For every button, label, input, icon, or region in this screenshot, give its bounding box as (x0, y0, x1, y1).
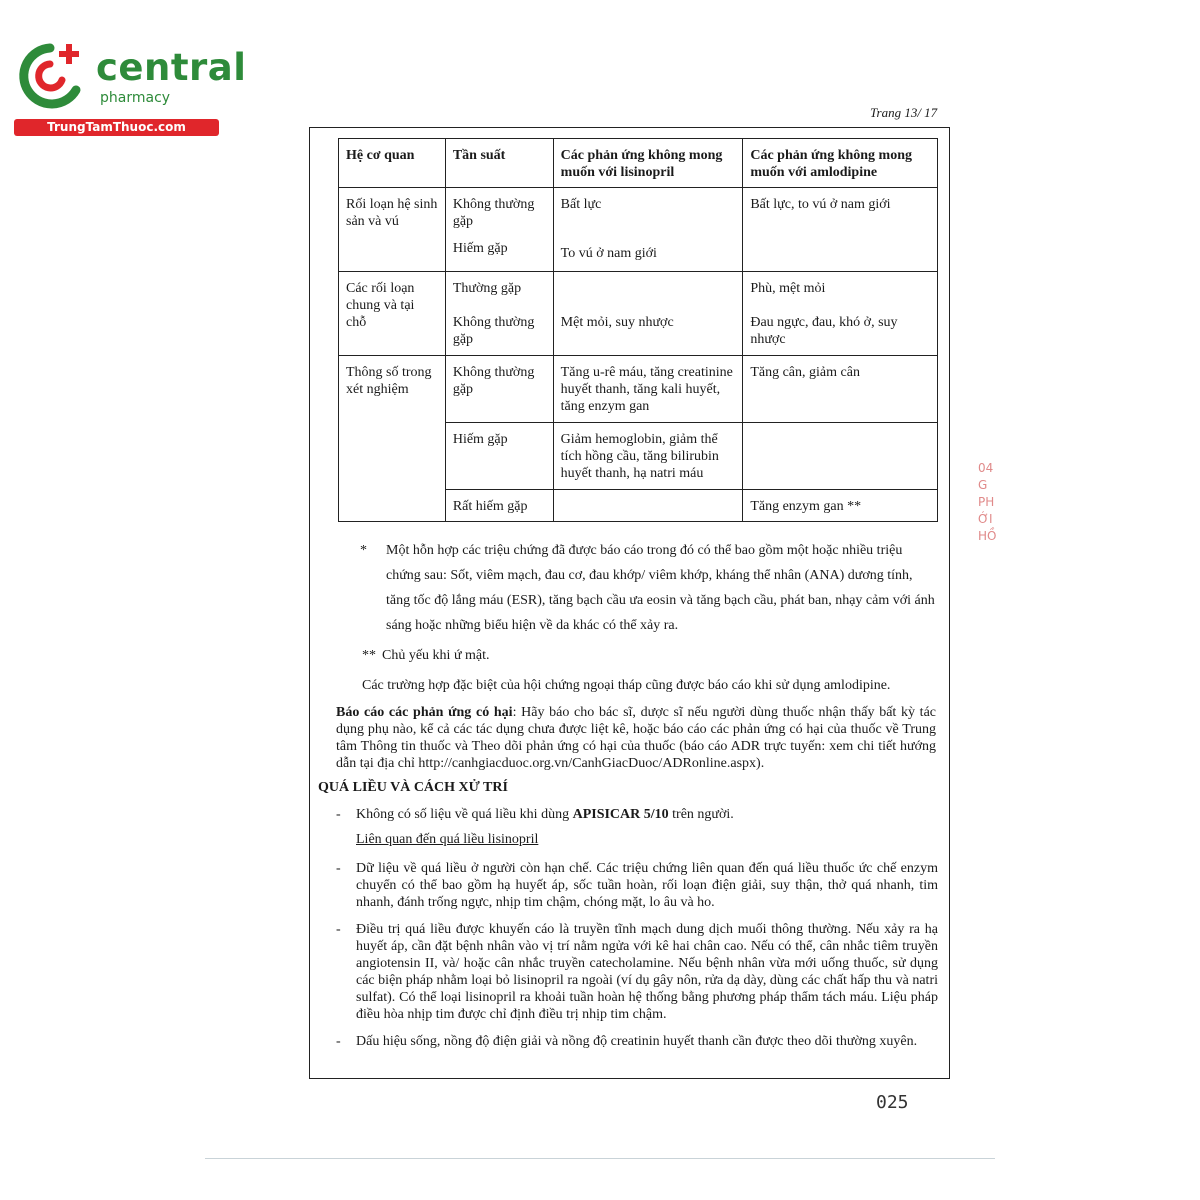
table-row (339, 272, 938, 356)
header-lisinopril: Các phản ứng không mong muốn với lisinopril (553, 139, 743, 188)
notes-section (336, 538, 936, 772)
central-pharmacy-logo (10, 38, 247, 138)
cell-lisinopril: Mệt mỏi, suy nhược (553, 272, 743, 356)
cell-lisinopril: Giảm hemoglobin, giảm thể tích hồng cầu, tăng bilirubin huyết thanh, hạ natri máu (553, 423, 743, 490)
cell-lisinopril-empty (553, 490, 743, 522)
overdose-list (336, 806, 938, 1060)
bullet-dash: - (336, 807, 341, 822)
cell-organ-system: Các rối loạn chung và tại chỗ (339, 272, 446, 356)
list-item: - Không có số liệu về quá liều khi dùng APISICAR 5/10 trên người. (336, 807, 734, 822)
list-item: - Điều trị quá liều được khuyến cáo là truyền tĩnh mạch dung dịch muối thông thường. Nếu xảy ra hạ huyết áp, cần đặt bệnh nhân vào vị trí nằm ngửa với kê hai chân cao. Nếu có thể, cân nhắc tiêm truyền angiotensin II, và/ hoặc cân nhắc truyền catecholamine. Nếu bệnh nhân vừa mới uống thuốc, sử dụng các biện pháp nhằm loại bỏ lisinopril ra ngoài (ví dụ gây nôn, rửa dạ dày, dùng các chất hấp thu và natri sulfat). Có thể loại lisinopril ra khoải tuần hoàn hệ thống bằng phương pháp thẩm tách máu. Liệu pháp điều hòa nhịp tim được chỉ định điều trị nhịp tim chậm. (336, 922, 938, 1022)
cell-lisinopril: Bất lực To vú ở nam giới (553, 188, 743, 272)
header-amlodipine: Các phản ứng không mong muốn với amlodipine (743, 139, 938, 188)
footnote-text: Một hỗn hợp các triệu chứng đã được báo cáo trong đó có thể bao gồm một hoặc nhiều triệu chứng sau: Sốt, viêm mạch, đau cơ, đau khớp/ viêm khớp, kháng thể nhân (ANA) dương tính, tăng tốc độ lắng máu (ESR), tăng bạch cầu ưa eosin và tăng bạch cầu, phát ban, nhạy cảm với ánh sáng hoặc những biểu hiện về da khác có thể xảy ra. (386, 543, 935, 633)
extrapyramidal-note: Các trường hợp đặc biệt của hội chứng ngoại tháp cũng được báo cáo khi sử dụng amlodipine. (362, 678, 891, 693)
adr-report-paragraph (336, 704, 936, 772)
cell-frequency: Rất hiếm gặp (445, 490, 553, 522)
cell-organ-system-empty (339, 423, 446, 490)
adr-report-label: Báo cáo các phản ứng có hại (336, 705, 513, 720)
footnote-marker: ** (362, 648, 376, 663)
bullet-dash: - (336, 1034, 341, 1049)
cell-frequency: Hiếm gặp (445, 423, 553, 490)
logo-url-banner: TrungTamThuoc.com (14, 119, 219, 136)
cell-frequency: Không thường gặp Hiếm gặp (445, 188, 553, 272)
cell-amlodipine: Tăng cân, giảm cân (743, 356, 938, 423)
list-item: - Dữ liệu về quá liều ở người còn hạn chế. Các triệu chứng liên quan đến quá liều thuốc ức chế enzym chuyển có thể bao gồm hạ huyết áp, sốc tuần hoàn, rối loạn điện giải, suy thận, thở quá nhanh, tim nhanh, đánh trống ngực, nhịp tim chậm, chóng mặt, lo âu và ho. (336, 861, 938, 910)
cell-organ-system-empty (339, 490, 446, 522)
table-row (339, 356, 938, 423)
overdose-section-title: QUÁ LIỀU VÀ CÁCH XỬ TRÍ (318, 780, 508, 795)
cell-organ-system: Rối loạn hệ sinh sản và vú (339, 188, 446, 272)
cell-amlodipine: Phù, mệt mỏi Đau ngực, đau, khó ở, suy nhược (743, 272, 938, 356)
cell-frequency: Không thường gặp (445, 356, 553, 423)
list-item: - Dấu hiệu sống, nồng độ điện giải và nồng độ creatinin huyết thanh cần được theo dõi thường xuyên. (336, 1034, 918, 1049)
cell-amlodipine-empty (743, 423, 938, 490)
table-row (339, 423, 938, 490)
table-row (339, 188, 938, 272)
lisinopril-overdose-subheading: Liên quan đến quá liều lisinopril (356, 832, 539, 847)
cell-lisinopril: Tăng u-rê máu, tăng creatinine huyết thanh, tăng kali huyết, tăng enzym gan (553, 356, 743, 423)
footnote-double-star (336, 646, 936, 666)
cell-amlodipine: Tăng enzym gan ** (743, 490, 938, 522)
product-name: APISICAR 5/10 (572, 807, 669, 822)
cell-amlodipine: Bất lực, to vú ở nam giới (743, 188, 938, 272)
bullet-dash: - (336, 861, 341, 876)
handwritten-page-number: 025 (876, 1092, 909, 1113)
cell-frequency: Thường gặp Không thường gặp (445, 272, 553, 356)
table-header-row (339, 139, 938, 188)
cell-organ-system: Thông số trong xét nghiệm (339, 356, 446, 423)
logo-brand-name: central (96, 46, 247, 89)
adverse-reactions-table (338, 138, 938, 522)
pharmacy-logo-mark-icon (10, 38, 90, 118)
adr-report-text: : Hãy báo cho bác sĩ, dược sĩ nếu người dùng thuốc nhận thấy bất kỳ tác dụng phụ nào, kể cả các tác dụng chưa được liệt kê, hoặc báo cáo các phản ứng có hại của thuốc về Trung tâm Thông tin thuốc và Theo dõi phản ứng có hại của thuốc (báo cáo ADR trực tuyến: xem chi tiết hướng dẫn tại địa chỉ http://canhgiacduoc.org.vn/CanhGiacDuoc/ADRonline.aspx). (336, 705, 936, 771)
footnote-text: Chủ yếu khi ứ mật. (382, 648, 490, 663)
footnote-marker: * (360, 543, 367, 558)
table-row (339, 490, 938, 522)
bullet-dash: - (336, 922, 341, 937)
bottom-divider (205, 1158, 995, 1159)
page-number: Trang 13/ 17 (870, 105, 938, 120)
footnote-star (336, 538, 936, 638)
header-frequency: Tần suất (445, 139, 553, 188)
header-organ-system: Hệ cơ quan (339, 139, 446, 188)
logo-subtitle: pharmacy (100, 90, 171, 106)
red-stamp-fragment: 04 G PH ỚI HỒ (978, 461, 997, 543)
